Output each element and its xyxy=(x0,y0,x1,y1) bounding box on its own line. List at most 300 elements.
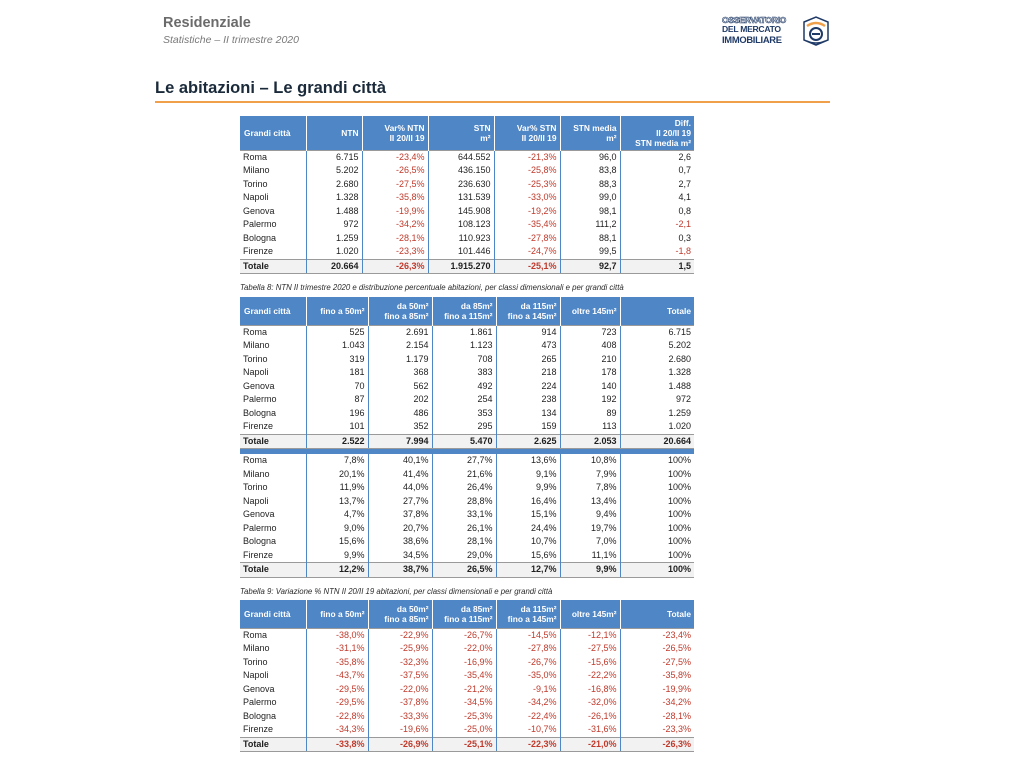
value-cell: 9,9% xyxy=(560,563,620,578)
city-cell: Roma xyxy=(243,455,268,466)
value-cell: 1.915.270 xyxy=(428,259,494,274)
value-cell: 9,9% xyxy=(306,549,368,563)
table-row xyxy=(240,150,694,164)
value-cell: 38,7% xyxy=(368,563,432,578)
column-header: da 115m² fino a 145m² xyxy=(496,297,560,325)
column-header: Totale xyxy=(620,600,694,628)
value-cell: -34,5% xyxy=(432,696,496,710)
value-cell: 5.202 xyxy=(620,339,694,353)
value-cell: 24,4% xyxy=(496,522,560,536)
value-cell: -25,3% xyxy=(432,710,496,724)
value-cell: 131.539 xyxy=(428,191,494,205)
value-cell: -26,5% xyxy=(620,642,694,656)
value-cell: -25,0% xyxy=(432,723,496,737)
value-cell: 110.923 xyxy=(428,232,494,246)
value-cell: -23,4% xyxy=(362,150,428,164)
value-cell: 972 xyxy=(306,218,362,232)
value-cell: 100% xyxy=(620,563,694,578)
value-cell: -27,5% xyxy=(560,642,620,656)
value-cell: 7,9% xyxy=(560,468,620,482)
value-cell: -35,8% xyxy=(362,191,428,205)
value-cell: 6.715 xyxy=(620,325,694,339)
value-cell: 224 xyxy=(496,380,560,394)
city-cell: Napoli xyxy=(243,670,269,681)
value-cell: -25,8% xyxy=(494,164,560,178)
value-cell: -37,8% xyxy=(368,696,432,710)
value-cell: 88,1 xyxy=(560,232,620,246)
value-cell: 723 xyxy=(560,325,620,339)
value-cell: 353 xyxy=(432,407,496,421)
value-cell: -25,9% xyxy=(368,642,432,656)
value-cell: -22,2% xyxy=(560,669,620,683)
city-cell: Totale xyxy=(240,434,306,449)
city-cell: Palermo xyxy=(243,522,277,533)
value-cell: 145.908 xyxy=(428,205,494,219)
table-row xyxy=(240,191,694,205)
column-header: Grandi città xyxy=(240,297,306,325)
value-cell: 7.994 xyxy=(368,434,432,449)
city-cell: Genova xyxy=(243,509,275,520)
total-row xyxy=(240,737,694,752)
value-cell: 15,1% xyxy=(496,508,560,522)
value-cell: 96,0 xyxy=(560,150,620,164)
value-cell: 2.522 xyxy=(306,434,368,449)
value-cell: 192 xyxy=(560,393,620,407)
value-cell: 1.020 xyxy=(620,420,694,434)
value-cell: 41,4% xyxy=(368,468,432,482)
column-header: da 50m² fino a 85m² xyxy=(368,297,432,325)
table-row xyxy=(240,420,694,434)
value-cell: -35,0% xyxy=(496,669,560,683)
value-cell: -19,9% xyxy=(620,683,694,697)
value-cell: 972 xyxy=(620,393,694,407)
logo-line-1: OSSERVATORIO xyxy=(722,15,787,25)
city-cell: Firenze xyxy=(243,549,274,560)
value-cell: 15,6% xyxy=(306,535,368,549)
value-cell: 99,5 xyxy=(560,245,620,259)
value-cell: 113 xyxy=(560,420,620,434)
value-cell: -2,1 xyxy=(620,218,694,232)
caption-tabella-9: Tabella 9: Variazione % NTN II 20/II 19 abitazioni, per classi dimensionali e per grandi città xyxy=(240,587,553,596)
value-cell: 10,7% xyxy=(496,535,560,549)
city-cell: Milano xyxy=(243,340,270,351)
table-row xyxy=(240,164,694,178)
city-cell: Genova xyxy=(243,683,275,694)
value-cell: -34,2% xyxy=(362,218,428,232)
value-cell: -28,1% xyxy=(362,232,428,246)
report-subtitle: Statistiche – II trimestre 2020 xyxy=(163,34,299,46)
value-cell: 2.625 xyxy=(496,434,560,449)
value-cell: 218 xyxy=(496,366,560,380)
city-cell: Bologna xyxy=(243,710,277,721)
value-cell: 11,9% xyxy=(306,481,368,495)
value-cell: 20,7% xyxy=(368,522,432,536)
table-row xyxy=(240,393,694,407)
table-header-row xyxy=(240,600,694,628)
value-cell: 16,4% xyxy=(496,495,560,509)
column-header: Var% STN II 20/II 19 xyxy=(494,116,560,150)
value-cell: -19,2% xyxy=(494,205,560,219)
value-cell: 20.664 xyxy=(620,434,694,449)
value-cell: 13,6% xyxy=(496,454,560,468)
value-cell: -29,5% xyxy=(306,683,368,697)
value-cell: 352 xyxy=(368,420,432,434)
table-row xyxy=(240,628,694,642)
city-cell: Palermo xyxy=(243,219,277,230)
table-row xyxy=(240,535,694,549)
value-cell: 319 xyxy=(306,353,368,367)
value-cell: 20,1% xyxy=(306,468,368,482)
value-cell: 178 xyxy=(560,366,620,380)
table-row xyxy=(240,696,694,710)
value-cell: 1.043 xyxy=(306,339,368,353)
value-cell: -33,0% xyxy=(494,191,560,205)
value-cell: 0,7 xyxy=(620,164,694,178)
column-header: Grandi città xyxy=(240,116,306,150)
value-cell: 28,1% xyxy=(432,535,496,549)
value-cell: -1,8 xyxy=(620,245,694,259)
value-cell: -43,7% xyxy=(306,669,368,683)
city-cell: Totale xyxy=(240,259,306,274)
table-row xyxy=(240,454,694,468)
city-cell: Torino xyxy=(243,178,268,189)
table-row xyxy=(240,669,694,683)
city-cell: Bologna xyxy=(243,232,277,243)
value-cell: -10,7% xyxy=(496,723,560,737)
city-cell: Milano xyxy=(243,165,270,176)
city-cell: Genova xyxy=(243,205,275,216)
value-cell: 1.328 xyxy=(306,191,362,205)
value-cell: 2,7 xyxy=(620,178,694,192)
city-cell: Milano xyxy=(243,468,270,479)
value-cell: 88,3 xyxy=(560,178,620,192)
city-cell: Bologna xyxy=(243,407,277,418)
table-row xyxy=(240,642,694,656)
value-cell: 0,8 xyxy=(620,205,694,219)
value-cell: -21,2% xyxy=(432,683,496,697)
value-cell: -22,4% xyxy=(496,710,560,724)
value-cell: -24,7% xyxy=(494,245,560,259)
table-row xyxy=(240,683,694,697)
value-cell: 26,4% xyxy=(432,481,496,495)
city-cell: Totale xyxy=(240,737,306,752)
value-cell: 44,0% xyxy=(368,481,432,495)
value-cell: -16,9% xyxy=(432,656,496,670)
value-cell: 100% xyxy=(620,522,694,536)
value-cell: 20.664 xyxy=(306,259,362,274)
value-cell: 13,4% xyxy=(560,495,620,509)
value-cell: 7,8% xyxy=(306,454,368,468)
column-header: Diff. II 20/II 19 STN media m² xyxy=(620,116,694,150)
value-cell: -35,8% xyxy=(620,669,694,683)
value-cell: -21,0% xyxy=(560,737,620,752)
value-cell: 436.150 xyxy=(428,164,494,178)
value-cell: 100% xyxy=(620,508,694,522)
city-cell: Firenze xyxy=(243,246,274,257)
value-cell: 100% xyxy=(620,535,694,549)
caption-tabella-8: Tabella 8: NTN II trimestre 2020 e distribuzione percentuale abitazioni, per classi dimensionali e per grandi città xyxy=(240,283,624,292)
value-cell: 525 xyxy=(306,325,368,339)
value-cell: -31,1% xyxy=(306,642,368,656)
column-header: fino a 50m² xyxy=(306,600,368,628)
city-cell: Torino xyxy=(243,482,268,493)
value-cell: 12,2% xyxy=(306,563,368,578)
table-row xyxy=(240,723,694,737)
value-cell: 4,7% xyxy=(306,508,368,522)
value-cell: 7,0% xyxy=(560,535,620,549)
city-cell: Napoli xyxy=(243,192,269,203)
value-cell: 101.446 xyxy=(428,245,494,259)
value-cell: 100% xyxy=(620,468,694,482)
value-cell: 914 xyxy=(496,325,560,339)
value-cell: 9,0% xyxy=(306,522,368,536)
table-row xyxy=(240,353,694,367)
section-divider xyxy=(155,101,830,103)
value-cell: -29,5% xyxy=(306,696,368,710)
value-cell: -34,2% xyxy=(620,696,694,710)
table-row xyxy=(240,522,694,536)
value-cell: 1.259 xyxy=(620,407,694,421)
value-cell: 101 xyxy=(306,420,368,434)
table-variation xyxy=(240,600,694,752)
table-row xyxy=(240,508,694,522)
value-cell: -27,5% xyxy=(620,656,694,670)
city-cell: Roma xyxy=(240,628,306,642)
value-cell: -28,1% xyxy=(620,710,694,724)
value-cell: -34,2% xyxy=(496,696,560,710)
value-cell: 708 xyxy=(432,353,496,367)
value-cell: 70 xyxy=(306,380,368,394)
value-cell: 2.680 xyxy=(306,178,362,192)
value-cell: -33,3% xyxy=(368,710,432,724)
value-cell: 159 xyxy=(496,420,560,434)
city-cell: Palermo xyxy=(243,394,277,405)
value-cell: 1.123 xyxy=(432,339,496,353)
table-row xyxy=(240,218,694,232)
value-cell: 1,5 xyxy=(620,259,694,274)
value-cell: 2,6 xyxy=(620,150,694,164)
table-ntn-stn xyxy=(240,116,694,274)
value-cell: 98,1 xyxy=(560,205,620,219)
value-cell: 383 xyxy=(432,366,496,380)
value-cell: -22,8% xyxy=(306,710,368,724)
value-cell: 473 xyxy=(496,339,560,353)
value-cell: 12,7% xyxy=(496,563,560,578)
city-cell: Bologna xyxy=(243,536,277,547)
column-header: NTN xyxy=(306,116,362,150)
value-cell: 100% xyxy=(620,549,694,563)
value-cell: 492 xyxy=(432,380,496,394)
table-row xyxy=(240,495,694,509)
value-cell: 1.861 xyxy=(432,325,496,339)
city-cell: Milano xyxy=(243,643,270,654)
value-cell: 21,6% xyxy=(432,468,496,482)
column-header: STN media m² xyxy=(560,116,620,150)
value-cell: -19,6% xyxy=(368,723,432,737)
value-cell: -26,9% xyxy=(368,737,432,752)
value-cell: -25,3% xyxy=(494,178,560,192)
value-cell: 38,6% xyxy=(368,535,432,549)
value-cell: 2.154 xyxy=(368,339,432,353)
value-cell: -25,1% xyxy=(494,259,560,274)
total-row xyxy=(240,259,694,274)
value-cell: -35,4% xyxy=(432,669,496,683)
value-cell: 6.715 xyxy=(306,150,362,164)
value-cell: 100% xyxy=(620,495,694,509)
value-cell: 5.202 xyxy=(306,164,362,178)
value-cell: -31,6% xyxy=(560,723,620,737)
total-row xyxy=(240,434,694,449)
value-cell: 1.259 xyxy=(306,232,362,246)
value-cell: 562 xyxy=(368,380,432,394)
value-cell: -26,1% xyxy=(560,710,620,724)
value-cell: -15,6% xyxy=(560,656,620,670)
value-cell: -14,5% xyxy=(496,628,560,642)
value-cell: 37,8% xyxy=(368,508,432,522)
table-row xyxy=(240,481,694,495)
value-cell: 19,7% xyxy=(560,522,620,536)
value-cell: -27,5% xyxy=(362,178,428,192)
value-cell: 238 xyxy=(496,393,560,407)
value-cell: -22,9% xyxy=(368,628,432,642)
value-cell: 11,1% xyxy=(560,549,620,563)
value-cell: -26,7% xyxy=(496,656,560,670)
column-header: Var% NTN II 20/II 19 xyxy=(362,116,428,150)
city-cell: Genova xyxy=(243,380,275,391)
value-cell: 7,8% xyxy=(560,481,620,495)
table-row xyxy=(240,325,694,339)
value-cell: 26,1% xyxy=(432,522,496,536)
column-header: da 50m² fino a 85m² xyxy=(368,600,432,628)
value-cell: 33,1% xyxy=(432,508,496,522)
value-cell: -37,5% xyxy=(368,669,432,683)
value-cell: 5.470 xyxy=(432,434,496,449)
value-cell: 92,7 xyxy=(560,259,620,274)
table-row xyxy=(240,232,694,246)
city-cell: Firenze xyxy=(243,724,274,735)
value-cell: 210 xyxy=(560,353,620,367)
report-title: Residenziale xyxy=(163,15,251,31)
value-cell: 83,8 xyxy=(560,164,620,178)
value-cell: -22,3% xyxy=(496,737,560,752)
value-cell: 9,1% xyxy=(496,468,560,482)
value-cell: 28,8% xyxy=(432,495,496,509)
value-cell: 134 xyxy=(496,407,560,421)
column-header: Grandi città xyxy=(240,600,306,628)
value-cell: 486 xyxy=(368,407,432,421)
value-cell: 87 xyxy=(306,393,368,407)
value-cell: 254 xyxy=(432,393,496,407)
city-cell: Totale xyxy=(240,563,306,578)
value-cell: -21,3% xyxy=(494,150,560,164)
value-cell: -9,1% xyxy=(496,683,560,697)
value-cell: 181 xyxy=(306,366,368,380)
city-cell: Roma xyxy=(240,150,306,164)
value-cell: -22,0% xyxy=(432,642,496,656)
city-cell: Napoli xyxy=(243,367,269,378)
value-cell: 9,9% xyxy=(496,481,560,495)
value-cell: -16,8% xyxy=(560,683,620,697)
column-header: da 115m² fino a 145m² xyxy=(496,600,560,628)
value-cell: -26,7% xyxy=(432,628,496,642)
value-cell: 29,0% xyxy=(432,549,496,563)
city-cell: Roma xyxy=(240,325,306,339)
value-cell: 99,0 xyxy=(560,191,620,205)
table-row xyxy=(240,407,694,421)
value-cell: -32,3% xyxy=(368,656,432,670)
value-cell: 100% xyxy=(620,454,694,468)
value-cell: 108.123 xyxy=(428,218,494,232)
table-row xyxy=(240,339,694,353)
value-cell: 202 xyxy=(368,393,432,407)
value-cell: 89 xyxy=(560,407,620,421)
logo-emblem-icon xyxy=(802,16,830,46)
value-cell: -27,8% xyxy=(496,642,560,656)
value-cell: -23,3% xyxy=(620,723,694,737)
logo-line-2: DEL MERCATO xyxy=(722,24,781,35)
value-cell: 196 xyxy=(306,407,368,421)
city-cell: Torino xyxy=(243,656,268,667)
table-row xyxy=(240,380,694,394)
value-cell: -38,0% xyxy=(306,628,368,642)
city-cell: Torino xyxy=(243,353,268,364)
value-cell: 15,6% xyxy=(496,549,560,563)
value-cell: -26,3% xyxy=(362,259,428,274)
value-cell: 2.691 xyxy=(368,325,432,339)
value-cell: 27,7% xyxy=(368,495,432,509)
value-cell: 236.630 xyxy=(428,178,494,192)
value-cell: 10,8% xyxy=(560,454,620,468)
value-cell: 140 xyxy=(560,380,620,394)
table-row xyxy=(240,710,694,724)
value-cell: 34,5% xyxy=(368,549,432,563)
value-cell: 644.552 xyxy=(428,150,494,164)
value-cell: 100% xyxy=(620,481,694,495)
value-cell: 2.680 xyxy=(620,353,694,367)
value-cell: 13,7% xyxy=(306,495,368,509)
table-size-classes xyxy=(240,297,694,578)
table-row xyxy=(240,245,694,259)
column-header: da 85m² fino a 115m² xyxy=(432,600,496,628)
value-cell: 1.488 xyxy=(620,380,694,394)
value-cell: -12,1% xyxy=(560,628,620,642)
value-cell: 27,7% xyxy=(432,454,496,468)
column-header: oltre 145m² xyxy=(560,297,620,325)
city-cell: Napoli xyxy=(243,495,269,506)
table-row xyxy=(240,178,694,192)
table-row xyxy=(240,549,694,563)
table-row xyxy=(240,366,694,380)
value-cell: -35,8% xyxy=(306,656,368,670)
logo-line-3: IMMOBILIARE xyxy=(722,33,782,45)
value-cell: 1.328 xyxy=(620,366,694,380)
column-header: Totale xyxy=(620,297,694,325)
section-title: Le abitazioni – Le grandi città xyxy=(155,79,387,97)
value-cell: 408 xyxy=(560,339,620,353)
table-header-row xyxy=(240,116,694,150)
value-cell: -19,9% xyxy=(362,205,428,219)
value-cell: 111,2 xyxy=(560,218,620,232)
table-row xyxy=(240,205,694,219)
value-cell: 2.053 xyxy=(560,434,620,449)
value-cell: -23,3% xyxy=(362,245,428,259)
column-header: da 85m² fino a 115m² xyxy=(432,297,496,325)
value-cell: -35,4% xyxy=(494,218,560,232)
value-cell: -34,3% xyxy=(306,723,368,737)
value-cell: 1.488 xyxy=(306,205,362,219)
value-cell: 1.179 xyxy=(368,353,432,367)
column-header: STN m² xyxy=(428,116,494,150)
